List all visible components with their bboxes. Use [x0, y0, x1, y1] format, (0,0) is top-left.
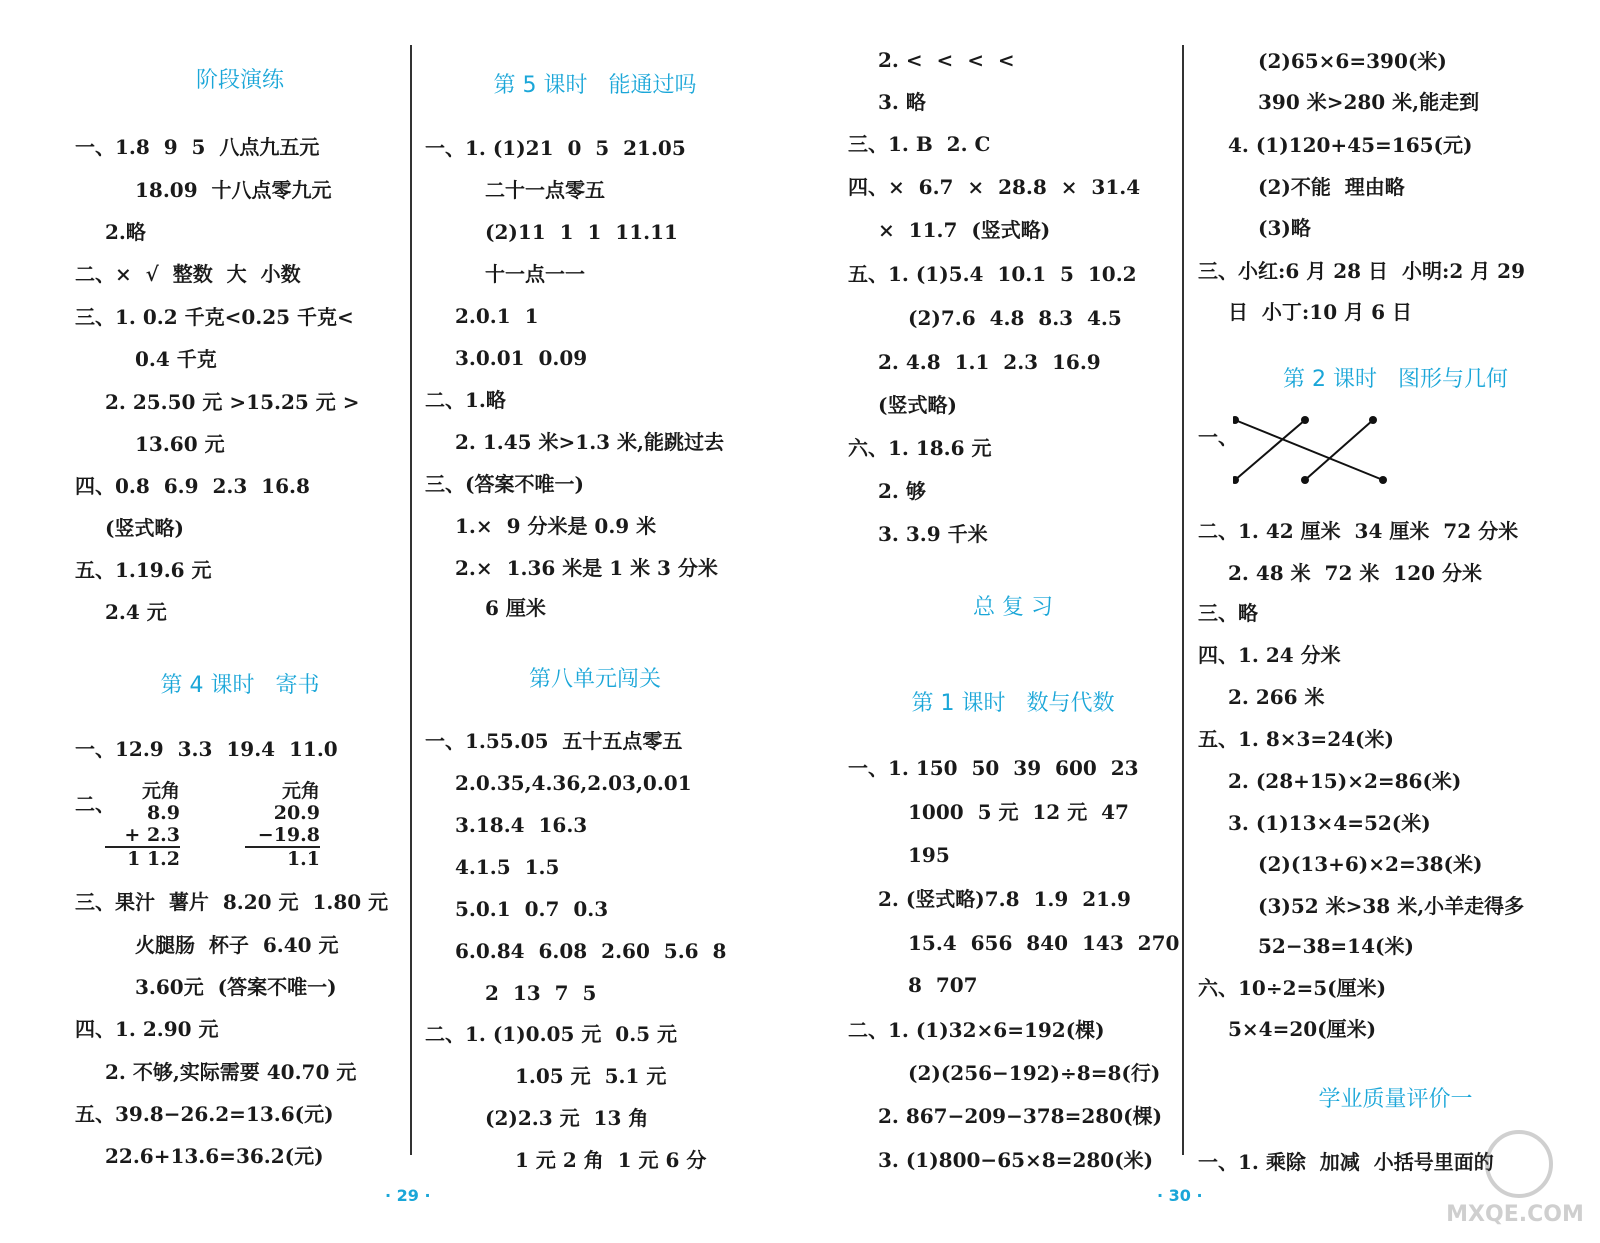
- answer-line: 1 元 2 角 1 元 6 分: [515, 1148, 707, 1172]
- section-title: 第 2 课时 图形与几何: [1283, 367, 1508, 392]
- matching-line: [1235, 420, 1305, 480]
- answer-line: 三、略: [1198, 601, 1258, 625]
- answer-line: 18.09 十八点零九元: [135, 178, 332, 202]
- answer-line: 5×4=20(厘米): [1228, 1017, 1377, 1041]
- answer-line: 6.0.84 6.08 2.60 5.6 8: [455, 939, 727, 963]
- answer-line: (2)不能 理由略: [1258, 175, 1405, 199]
- answer-line: 8 707: [908, 973, 978, 997]
- matching-dot: [1379, 476, 1387, 484]
- vertical-result: 1 1.2: [105, 846, 180, 870]
- answer-line: 一、1. 150 50 39 600 23: [848, 756, 1139, 780]
- answer-line: (2)(256−192)÷8=8(行): [908, 1061, 1161, 1085]
- section-title: 第 5 课时 能通过吗: [493, 73, 697, 98]
- answer-line: 52−38=14(米): [1258, 934, 1414, 958]
- column-divider: [410, 45, 412, 1155]
- answer-line: (2)2.3 元 13 角: [485, 1106, 649, 1130]
- answer-line: 2.4 元: [105, 600, 167, 624]
- vertical-subtraction: [245, 780, 320, 870]
- answer-line: 三、1. 0.2 千克<0.25 千克<: [75, 305, 354, 329]
- matching-dot: [1301, 476, 1309, 484]
- answer-line: 三、小红:6 月 28 日 小明:2 月 29: [1198, 259, 1526, 283]
- answer-line: 一、1. 乘除 加减 小括号里面的: [1198, 1150, 1494, 1174]
- answer-line: 195: [908, 843, 950, 867]
- answer-line: (竖式略): [878, 393, 957, 417]
- answer-line: 3. (1)13×4=52(米): [1228, 811, 1431, 835]
- answer-line: 五、1. 8×3=24(米): [1198, 727, 1394, 751]
- answer-line: 三、果汁 薯片 8.20 元 1.80 元: [75, 890, 389, 914]
- answer-line: 四、× 6.7 × 28.8 × 31.4: [848, 175, 1141, 199]
- answer-line: 1.× 9 分米是 0.9 米: [455, 514, 657, 538]
- answer-line: 2. 4.8 1.1 2.3 16.9: [878, 350, 1101, 374]
- answer-line: 5.0.1 0.7 0.3: [455, 897, 609, 921]
- answer-line: (2)11 1 1 11.11: [485, 220, 678, 244]
- answer-line: (2)7.6 4.8 8.3 4.5: [908, 306, 1122, 330]
- answer-line: (竖式略): [105, 516, 184, 540]
- answer-line: 六、1. 18.6 元: [848, 436, 992, 460]
- answer-line: 6 厘米: [485, 596, 546, 620]
- matching-line: [1235, 420, 1383, 480]
- answer-line: 13.60 元: [135, 432, 225, 456]
- answer-line: 二、1. 42 厘米 34 厘米 72 分米: [1198, 519, 1519, 543]
- answer-line: 三、(答案不唯一): [425, 472, 584, 496]
- answer-line: 2. 266 米: [1228, 685, 1325, 709]
- section-title: 总 复 习: [973, 595, 1053, 620]
- answer-line: 一、1.8 9 5 八点九五元: [75, 135, 320, 159]
- answer-line: 4. (1)120+45=165(元): [1228, 133, 1473, 157]
- answer-line: 日 小丁:10 月 6 日: [1228, 300, 1412, 324]
- answer-line: (3)52 米>38 米,小羊走得多: [1258, 894, 1525, 918]
- answer-line: 一、1.55.05 五十五点零五: [425, 729, 683, 753]
- answer-line: 2.× 1.36 米是 1 米 3 分米: [455, 556, 718, 580]
- answer-line: 五、1. (1)5.4 10.1 5 10.2: [848, 262, 1137, 286]
- answer-line: (2)(13+6)×2=38(米): [1258, 852, 1483, 876]
- answer-line: 一、12.9 3.3 19.4 11.0: [75, 737, 338, 761]
- vertical-header: 元角: [141, 780, 180, 802]
- vertical-result: 1.1: [245, 846, 320, 870]
- vertical-header: 元角: [281, 780, 320, 802]
- answer-line: 390 米>280 米,能走到: [1258, 90, 1480, 114]
- answer-line: 二、1. (1)32×6=192(棵): [848, 1018, 1105, 1042]
- answer-line: 四、1. 2.90 元: [75, 1017, 219, 1041]
- matching-dot: [1369, 416, 1377, 424]
- answer-line: 2. < < < <: [878, 48, 1015, 72]
- answer-line: 2. 够: [878, 479, 926, 503]
- answer-line-prefix: 一、: [1198, 425, 1238, 449]
- answer-line: 4.1.5 1.5: [455, 855, 560, 879]
- section-title: 第 4 课时 寄书: [160, 673, 320, 698]
- answer-line: (3)略: [1258, 216, 1311, 240]
- section-title: 第 1 课时 数与代数: [911, 691, 1115, 716]
- answer-line: 3.0.01 0.09: [455, 346, 588, 370]
- answer-line: 3. (1)800−65×8=280(米): [878, 1148, 1154, 1172]
- answer-line: 五、1.19.6 元: [75, 558, 212, 582]
- column-divider: [1182, 45, 1184, 1155]
- answer-line: 五、39.8−26.2=13.6(元): [75, 1102, 334, 1126]
- answer-line: 二、1. (1)0.05 元 0.5 元: [425, 1022, 678, 1046]
- answer-line: 三、1. B 2. C: [848, 132, 991, 156]
- answer-line: 2 13 7 5: [485, 981, 597, 1005]
- answer-line: 3. 3.9 千米: [878, 522, 988, 546]
- vertical-addition: [105, 780, 180, 870]
- answer-line: 1000 5 元 12 元 47: [908, 800, 1129, 824]
- answer-line: 四、1. 24 分米: [1198, 643, 1341, 667]
- section-title: 第八单元闯关: [528, 667, 661, 692]
- answer-line: 二十一点零五: [485, 178, 605, 202]
- answer-line: 3.60元 (答案不唯一): [135, 975, 337, 999]
- matching-dot: [1233, 416, 1239, 424]
- matching-dot: [1301, 416, 1309, 424]
- answer-line: 1.05 元 5.1 元: [515, 1064, 667, 1088]
- answer-line: (2)65×6=390(米): [1258, 49, 1447, 73]
- answer-line: 六、10÷2=5(厘米): [1198, 976, 1387, 1000]
- answer-line: 2.0.35,4.36,2.03,0.01: [455, 771, 692, 795]
- answer-line: 二、1.略: [425, 388, 506, 412]
- answer-line-prefix: 二、: [75, 792, 115, 816]
- watermark-logo: MXQE.COM: [1440, 1130, 1590, 1230]
- answer-line: 四、0.8 6.9 2.3 16.8: [75, 474, 310, 498]
- answer-line: 22.6+13.6=36.2(元): [105, 1144, 324, 1168]
- answer-line: 2.0.1 1: [455, 304, 539, 328]
- answer-line: 2. (28+15)×2=86(米): [1228, 769, 1462, 793]
- answer-line: 2. 867−209−378=280(棵): [878, 1104, 1163, 1128]
- answer-line: × 11.7 (竖式略): [878, 218, 1051, 242]
- answer-line: 15.4 656 840 143 270: [908, 931, 1180, 955]
- answer-line: 2. (竖式略)7.8 1.9 21.9: [878, 887, 1131, 911]
- answer-line: 3.18.4 16.3: [455, 813, 588, 837]
- vertical-operand: −19.8: [257, 824, 320, 846]
- answer-line: 一、1. (1)21 0 5 21.05: [425, 136, 686, 160]
- page-number: · 29 ·: [385, 1186, 431, 1205]
- page-number: · 30 ·: [1157, 1186, 1203, 1205]
- answer-line: 火腿肠 杯子 6.40 元: [135, 933, 339, 957]
- section-title: 学业质量评价一: [1318, 1087, 1473, 1112]
- vertical-operand: + 2.3: [124, 824, 180, 846]
- vertical-operand: 20.9: [273, 802, 320, 824]
- answer-line: 二、× √ 整数 大 小数: [75, 262, 301, 286]
- answer-line: 2.略: [105, 220, 146, 244]
- answer-line: 0.4 千克: [135, 347, 217, 371]
- vertical-operand: 8.9: [146, 802, 180, 824]
- answer-line: 十一点一一: [485, 262, 585, 286]
- answer-line: 2. 1.45 米>1.3 米,能跳过去: [455, 430, 724, 454]
- section-title: 阶段演练: [195, 68, 284, 93]
- answer-line: 2. 不够,实际需要 40.70 元: [105, 1060, 357, 1084]
- answer-line: 2. 25.50 元 >15.25 元 >: [105, 390, 360, 414]
- answer-line: 2. 48 米 72 米 120 分米: [1228, 561, 1482, 585]
- matching-lines-figure: [1233, 415, 1393, 495]
- answer-line: 3. 略: [878, 90, 926, 114]
